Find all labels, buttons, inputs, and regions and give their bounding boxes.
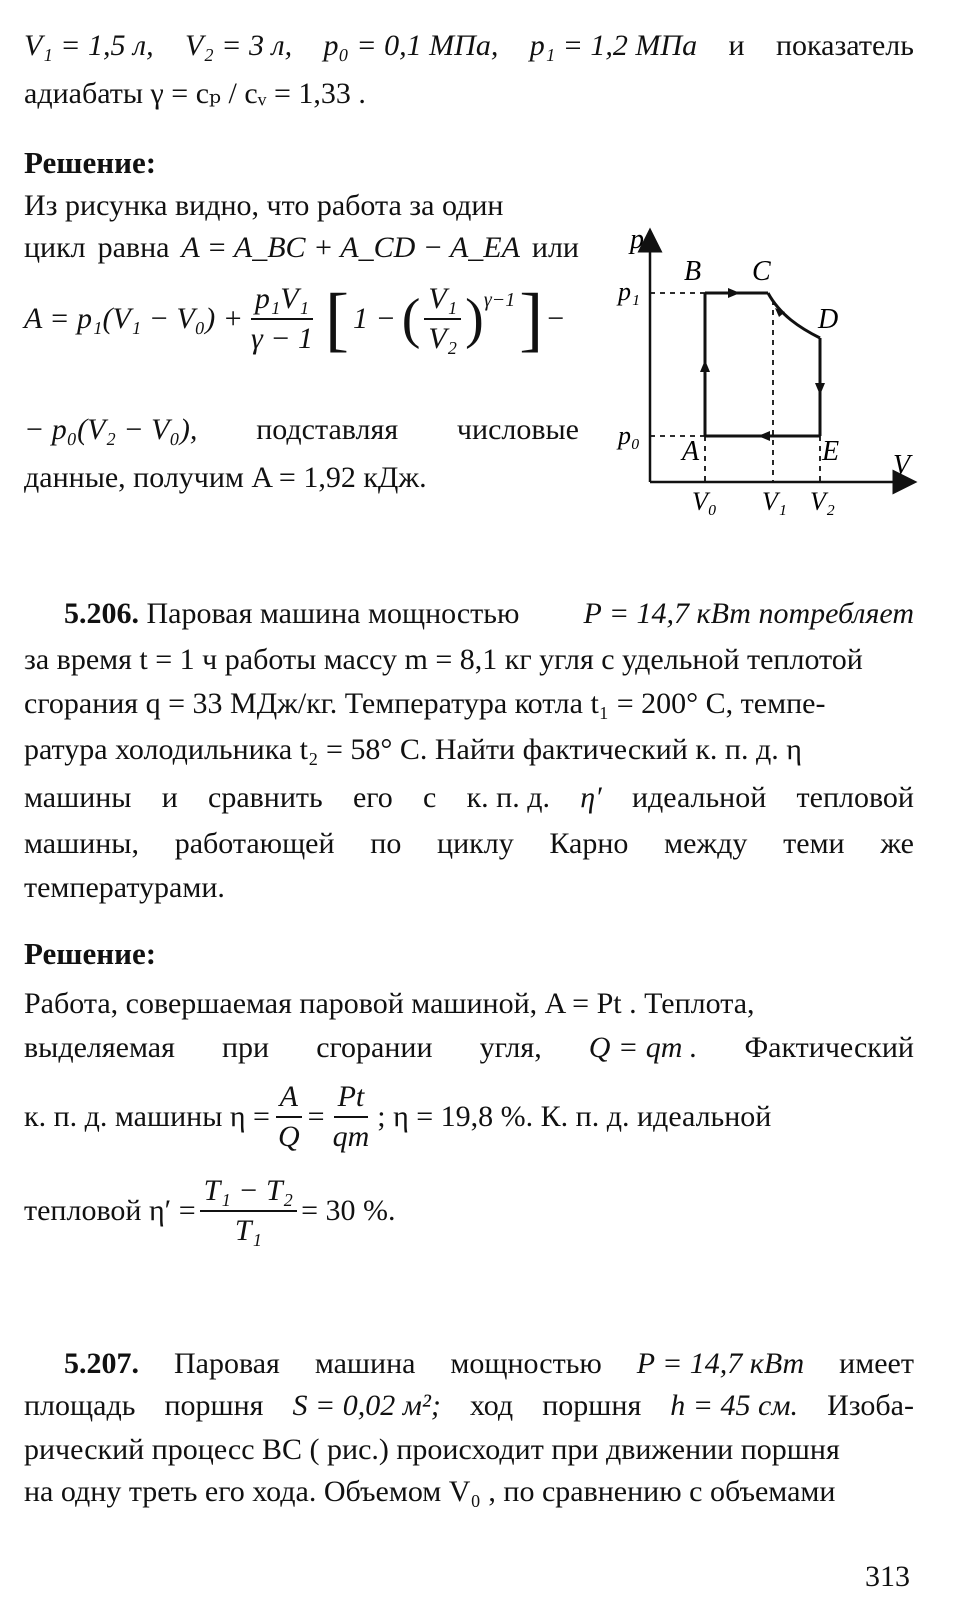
label-D: D: [818, 304, 839, 335]
sol1-line-4: [24, 412, 579, 448]
text: теми: [783, 827, 845, 860]
text: цикл: [24, 231, 86, 264]
denominator: Q: [277, 1120, 300, 1153]
text: к. п. д.: [466, 781, 551, 814]
numerator: T₁ − T₂: [200, 1172, 297, 1212]
numerator: V₁: [424, 280, 461, 320]
p206-line-3: сгорания q = 33 МДж/кг. Температура котла t₁ = 200° С, темпе-: [24, 687, 826, 720]
sol2-line-4: [24, 1172, 396, 1250]
text: Карно: [549, 827, 629, 860]
text: = 30 %.: [301, 1194, 396, 1227]
text: Изоба-: [827, 1389, 914, 1422]
text: h = 45 см.: [670, 1389, 799, 1422]
paren-right: ): [465, 288, 484, 350]
formula-part: A = p₁(V₁ − V₀) +: [24, 302, 243, 335]
text: и: [161, 781, 178, 814]
label-C: C: [752, 256, 771, 287]
denominator: T₁: [234, 1214, 262, 1247]
text: сравнить: [208, 781, 323, 814]
label-A: A: [682, 436, 700, 467]
fraction: [247, 280, 317, 358]
bracket-right: ]: [519, 279, 544, 359]
arrow-left: [758, 431, 770, 441]
page-number: 313: [865, 1560, 910, 1593]
denominator: qm: [332, 1120, 370, 1153]
p1-label: p₁: [618, 277, 641, 306]
fraction-carnot: [200, 1172, 297, 1250]
work-formula: [24, 280, 564, 358]
v1-label: V₁: [762, 487, 787, 516]
label-B: B: [684, 256, 702, 287]
text: P = 14,7 кВт потребляет: [583, 597, 914, 630]
text: V₂ = 3 л,: [185, 29, 293, 62]
sol1-line-2: [24, 230, 579, 266]
text: Фактический: [744, 1031, 914, 1064]
text: идеальной: [631, 781, 767, 814]
text: сгорании: [316, 1031, 433, 1064]
text: p₀ = 0,1 МПа,: [323, 29, 499, 62]
text: работающей: [174, 827, 335, 860]
p-axis-label: p: [630, 224, 644, 255]
text: имеет: [839, 1347, 914, 1380]
text: V₁ = 1,5 л,: [24, 29, 154, 62]
v0-label: V₀: [692, 487, 717, 516]
label-E: E: [822, 436, 840, 467]
p0-label: p₀: [618, 421, 641, 450]
text: Паровая: [173, 1347, 280, 1380]
text: и: [728, 29, 745, 62]
text: по: [370, 827, 402, 860]
arrow-up: [700, 360, 710, 372]
sol1-line-5: данные, получим A = 1,92 кДж.: [24, 461, 427, 494]
solution-heading-1: Решение:: [24, 145, 157, 180]
denominator: γ − 1: [250, 322, 314, 355]
text: машина: [314, 1347, 416, 1380]
exponent: γ−1: [483, 289, 516, 311]
text: η′: [580, 781, 602, 814]
text: поршня: [542, 1389, 642, 1422]
p206-line-7: температурами.: [24, 871, 225, 904]
text: P = 14,7 кВт: [636, 1347, 805, 1380]
numerator: A: [276, 1078, 302, 1118]
formula-part: 1 −: [353, 302, 396, 335]
p207-line-3: рический процесс BC ( рис.) происходит при движении поршня: [24, 1433, 840, 1466]
text: машины: [24, 781, 132, 814]
text: тепловой η′ =: [24, 1194, 196, 1227]
p206-line-2: за время t = 1 ч работы массу m = 8,1 кг угля с удельной теплотой: [24, 643, 863, 676]
path-CD: [768, 293, 820, 338]
fraction-Pt-qm: [329, 1078, 374, 1156]
text: тепловой: [796, 781, 914, 814]
top-line-1: [24, 28, 914, 64]
text: равна: [97, 231, 170, 264]
top-line-2: адиабаты γ = cₚ / cᵥ = 1,33 .: [24, 77, 366, 110]
text: A = A_BC + A_CD − A_EA: [181, 231, 520, 264]
text: выделяемая: [24, 1031, 175, 1064]
p206-line-4: ратура холодильника t₂ = 58° С. Найти фактический к. п. д. η: [24, 733, 802, 766]
text: мощностью: [450, 1347, 602, 1380]
text: между: [664, 827, 748, 860]
pv-diagram: [600, 220, 930, 530]
text: же: [880, 827, 914, 860]
text: его: [352, 781, 393, 814]
text: к. п. д. машины η =: [24, 1100, 270, 1133]
arrow-right: [728, 288, 740, 298]
solution-heading-2: Решение:: [24, 936, 157, 971]
text: [64, 596, 519, 632]
fraction: [424, 280, 461, 358]
text: с: [423, 781, 437, 814]
text: p₁ = 1,2 МПа: [529, 29, 698, 62]
problem-number: 5.206.: [64, 597, 139, 630]
text: подставляя: [256, 413, 399, 446]
p207-line-2: [24, 1388, 914, 1424]
p206-line-1: [64, 596, 914, 632]
paren-left: (: [401, 288, 421, 350]
text: при: [221, 1031, 270, 1064]
arrow-down: [815, 383, 825, 395]
text: показатель: [775, 29, 914, 62]
problem-number: 5.207.: [64, 1347, 139, 1380]
text: угля,: [479, 1031, 542, 1064]
text: циклу: [437, 827, 514, 860]
text: ход: [469, 1389, 514, 1422]
p207-line-1: [64, 1346, 914, 1382]
text: − p₀(V₂ − V₀),: [24, 413, 198, 446]
v-axis-label: V: [893, 450, 911, 481]
sol2-line-3: [24, 1078, 771, 1156]
bracket-left: [: [325, 279, 349, 359]
fraction-A-Q: [274, 1078, 304, 1156]
text: Q = qm .: [588, 1031, 698, 1064]
text: ; η = 19,8 %. К. п. д. идеальной: [377, 1100, 772, 1133]
numerator: p₁V₁: [251, 280, 313, 320]
numerator: Pt: [334, 1078, 369, 1118]
text: Паровая машина мощностью: [146, 597, 520, 630]
sol2-line-1: Работа, совершаемая паровой машиной, A = Pt . Теплота,: [24, 987, 755, 1020]
v2-label: V₂: [810, 487, 835, 516]
text: площадь: [24, 1389, 136, 1422]
sol2-line-2: [24, 1030, 914, 1066]
p206-line-6: [24, 826, 914, 862]
denominator: V₂: [428, 322, 458, 355]
text: или: [531, 231, 579, 264]
text: S = 0,02 м²;: [292, 1389, 441, 1422]
p207-line-4: на одну треть его хода. Объемом V₀ , по сравнению с объемами: [24, 1475, 836, 1508]
p206-line-5: [24, 780, 914, 816]
equals: =: [307, 1100, 325, 1133]
text: поршня: [164, 1389, 264, 1422]
text: машины,: [24, 827, 139, 860]
sol1-line-1: Из рисунка видно, что работа за один: [24, 189, 504, 222]
formula-part: −: [547, 302, 565, 335]
text: числовые: [456, 413, 579, 446]
